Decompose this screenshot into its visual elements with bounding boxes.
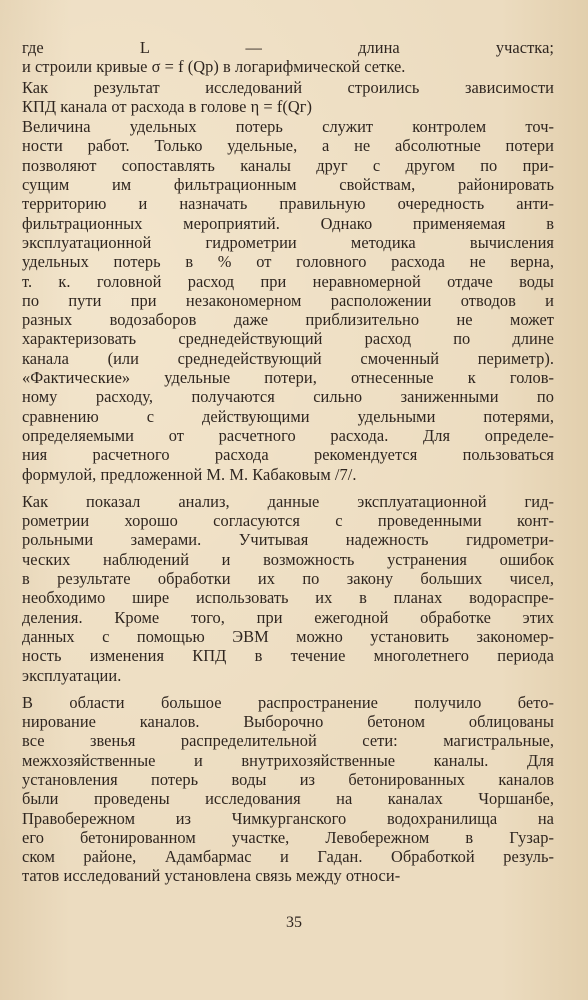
paragraph (22, 492, 554, 685)
text-line: Правобережном из Чимкурганского водохранилища на (22, 808, 554, 828)
text-line: Величина удельных потерь служит контролем точ- (22, 117, 554, 137)
text-line: удельных потерь в % от головного расхода не верна, (22, 252, 554, 272)
text-line: данных с помощью ЭВМ можно установить закономер- (22, 626, 554, 646)
text-line: канала (или среднедействующий смоченный периметр). (22, 348, 554, 368)
text-line: территорию и назначать правильную очередность анти- (22, 194, 554, 214)
text-line: и строили кривые σ = f (Qр) в логарифмической сетке. (22, 57, 406, 77)
paragraph-gap (22, 484, 554, 492)
text-line: необходимо шире использовать их в планах водораспре- (22, 588, 554, 608)
paragraph (22, 117, 554, 484)
text-line: характеризовать среднедействующий расход по длине (22, 329, 554, 349)
text-line: эксплуатации. (22, 665, 122, 685)
text-line: позволяют сопоставлять каналы друг с другом по при- (22, 155, 554, 175)
text-line: сравнению с действующими удельными потерями, (22, 406, 554, 426)
text-line: В области большое распространение получило бето- (22, 692, 554, 712)
text-line: «Фактические» удельные потери, отнесенные к голов- (22, 368, 554, 388)
text-line: определяемыми от расчетного расхода. Для определе- (22, 425, 554, 445)
paragraph-gap (22, 685, 554, 693)
text-line: его бетонированном участке, Левобережном в Гузар- (22, 827, 554, 847)
text-line: разных водозаборов даже приблизительно не может (22, 310, 554, 330)
text-line: деления. Кроме того, при ежегодной обработке этих (22, 607, 554, 627)
text-line: ском районе, Адамбармас и Гадан. Обработкой резуль- (22, 847, 554, 867)
page-text (22, 38, 554, 886)
paragraph (22, 78, 554, 117)
text-line: фильтрационных мероприятий. Однако применяемая в (22, 213, 554, 233)
text-line: формулой, предложенной М. М. Кабаковым /7/. (22, 464, 357, 484)
text-line: т. к. головной расход при неравномерной отдаче воды (22, 271, 554, 291)
text-line: нирование каналов. Выборочно бетоном облицованы (22, 712, 554, 732)
text-line: были проведены исследования на каналах Чоршанбе, (22, 789, 554, 809)
text-line: татов исследований установлена связь между относи- (22, 866, 401, 886)
text-line: ному расходу, получаются сильно заниженными по (22, 387, 554, 407)
text-line: межхозяйственные и внутрихозяйственные каналы. Для (22, 750, 554, 770)
paragraph (22, 38, 554, 77)
text-line: в результате обработки их по закону больших чисел, (22, 569, 554, 589)
text-line: установления потерь воды из бетонированных каналов (22, 769, 554, 789)
paragraph (22, 693, 554, 886)
text-line: эксплуатационной гидрометрии методика вычисления (22, 232, 554, 252)
text-line: сущим им фильтрационным свойствам, районировать (22, 175, 554, 195)
text-line: ния расчетного расхода рекомендуется пользоваться (22, 445, 554, 465)
text-line: ность изменения КПД в течение многолетнего периода (22, 646, 554, 666)
text-line: по пути при незакономерном расположении отводов и (22, 290, 554, 310)
text-line: ности работ. Только удельные, а не абсолютные потери (22, 136, 554, 156)
page-number: 35 (286, 914, 302, 931)
text-line: где L — длина участка; (22, 38, 554, 57)
text-line: ческих наблюдений и возможность устранения ошибок (22, 549, 554, 569)
text-line: Как результат исследований строились зависимости (22, 77, 554, 97)
text-line: Как показал анализ, данные эксплуатационной гид- (22, 491, 554, 511)
text-line: КПД канала от расхода в голове η = f(Qг) (22, 96, 313, 116)
text-line: все звенья распределительной сети: магистральные, (22, 731, 554, 751)
text-line: рометрии хорошо согласуются с проведенными конт- (22, 511, 554, 531)
text-line: рольными замерами. Учитывая надежность гидрометри- (22, 530, 554, 550)
